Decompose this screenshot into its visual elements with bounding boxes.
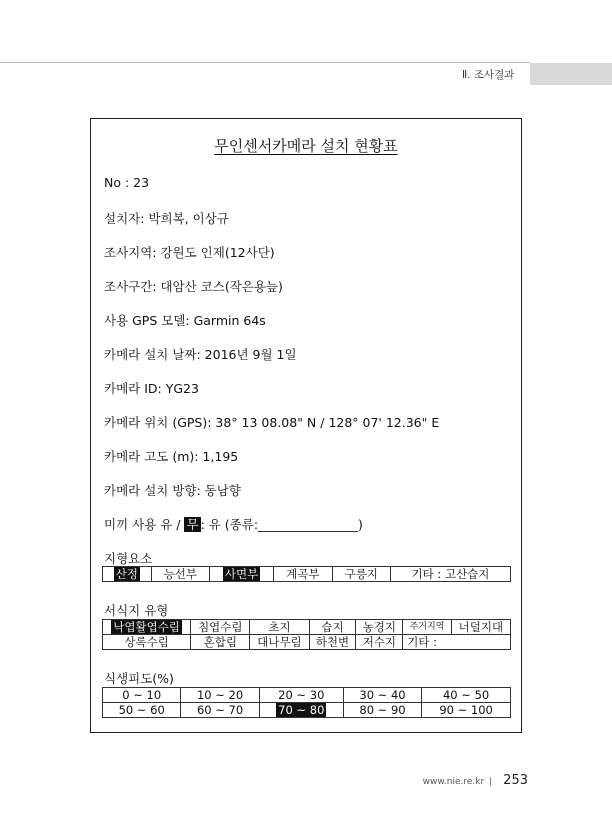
field-install-date: 카메라 설치 날짜: 2016년 9월 1일	[104, 347, 297, 362]
habitat-cell	[250, 635, 309, 650]
habitat-option: 침엽수림	[198, 620, 243, 634]
bait-selected: 무	[186, 517, 199, 532]
terrain-cell	[210, 567, 274, 582]
vegetation-option: 10 ~ 20	[196, 688, 244, 702]
field-section: 조사구간: 대암산 코스(작은용늪)	[104, 279, 283, 294]
habitat-cell	[103, 620, 191, 635]
vegetation-cell	[422, 703, 511, 718]
habitat-cell	[356, 635, 403, 650]
terrain-cell	[151, 567, 209, 582]
footer-divider	[490, 777, 491, 786]
vegetation-option: 90 ~ 100	[439, 703, 493, 717]
bait-label: 미끼 사용 유 /	[104, 517, 185, 532]
vegetation-cell	[259, 688, 343, 703]
terrain-label: 지형요소	[104, 551, 153, 566]
habitat-option: 주거지역	[409, 622, 445, 632]
terrain-table	[102, 566, 511, 582]
vegetation-cell	[181, 688, 259, 703]
vegetation-cell	[343, 688, 421, 703]
habitat-option: 농경지	[362, 620, 397, 634]
vegetation-option: 40 ~ 50	[442, 688, 490, 702]
habitat-cell	[191, 620, 250, 635]
vegetation-cell	[103, 703, 181, 718]
vegetation-cell	[103, 688, 181, 703]
vegetation-option: 60 ~ 70	[196, 703, 244, 717]
vegetation-option: 0 ~ 10	[122, 688, 162, 702]
footer-url: www.nie.re.kr	[422, 777, 485, 787]
terrain-option: 사면부	[224, 567, 259, 581]
vegetation-option: 80 ~ 90	[359, 703, 406, 717]
habitat-option: 기타 :	[407, 635, 438, 649]
vegetation-option: 20 ~ 30	[278, 688, 325, 702]
terrain-cell	[390, 567, 510, 582]
habitat-option: 초지	[268, 620, 291, 634]
terrain-cell	[103, 567, 152, 582]
habitat-table	[102, 619, 511, 650]
terrain-cell	[332, 567, 390, 582]
field-install-direction: 카메라 설치 방향: 동남향	[104, 483, 241, 498]
habitat-cell	[309, 635, 356, 650]
page-number: 253	[503, 773, 528, 788]
habitat-cell	[250, 620, 309, 635]
vegetation-option: 70 ~ 80	[278, 703, 325, 717]
terrain-option: 계곡부	[286, 567, 320, 581]
habitat-option: 대나무림	[257, 635, 302, 649]
vegetation-cell	[422, 688, 511, 703]
page-footer	[423, 773, 528, 788]
habitat-option: 혼합림	[203, 635, 237, 649]
habitat-cell	[451, 620, 510, 635]
field-camera-altitude: 카메라 고도 (m): 1,195	[104, 449, 239, 464]
terrain-option: 능선부	[163, 567, 198, 581]
section-label: Ⅱ. 조사결과	[462, 69, 515, 81]
vegetation-cell	[343, 703, 421, 718]
installation-form	[90, 118, 522, 733]
vegetation-option: 50 ~ 60	[118, 703, 165, 717]
field-installer: 설치자: 박희복, 이상규	[104, 211, 229, 226]
bait-type: : 유 (종류:________________)	[200, 517, 363, 532]
vegetation-cell	[181, 703, 259, 718]
vegetation-label: 식생피도(%)	[104, 671, 174, 686]
habitat-option: 습지	[321, 620, 344, 634]
habitat-cell	[356, 620, 403, 635]
section-tab	[530, 63, 612, 85]
form-title: 무인센서카메라 설치 현황표	[214, 137, 398, 155]
field-camera-location: 카메라 위치 (GPS): 38° 13 08.08" N / 128° 07' 12.36" E	[104, 415, 440, 430]
field-gps-model: 사용 GPS 모델: Garmin 64s	[104, 313, 266, 328]
terrain-option: 구릉지	[344, 567, 378, 581]
habitat-option: 저수지	[362, 635, 397, 649]
vegetation-option: 30 ~ 40	[359, 688, 406, 702]
terrain-option: 산정	[115, 567, 138, 581]
habitat-cell	[191, 635, 250, 650]
field-bait	[104, 515, 363, 533]
field-no: No : 23	[104, 175, 150, 190]
habitat-option: 하천변	[315, 635, 350, 649]
terrain-cell	[274, 567, 332, 582]
habitat-cell	[309, 620, 356, 635]
header-rule	[0, 62, 530, 63]
habitat-cell	[403, 620, 451, 635]
field-camera-id: 카메라 ID: YG23	[104, 381, 199, 396]
habitat-label: 서식지 유형	[104, 603, 169, 618]
habitat-cell	[103, 635, 191, 650]
habitat-option: 상록수림	[124, 635, 169, 649]
habitat-option: 너덜지대	[458, 620, 504, 634]
vegetation-table	[102, 687, 511, 718]
vegetation-cell	[259, 703, 343, 718]
habitat-option: 낙엽활엽수림	[113, 620, 180, 634]
field-region: 조사지역: 강원도 인제(12사단)	[104, 245, 275, 260]
terrain-option: 기타 : 고산습지	[411, 567, 490, 581]
habitat-cell	[403, 635, 511, 650]
